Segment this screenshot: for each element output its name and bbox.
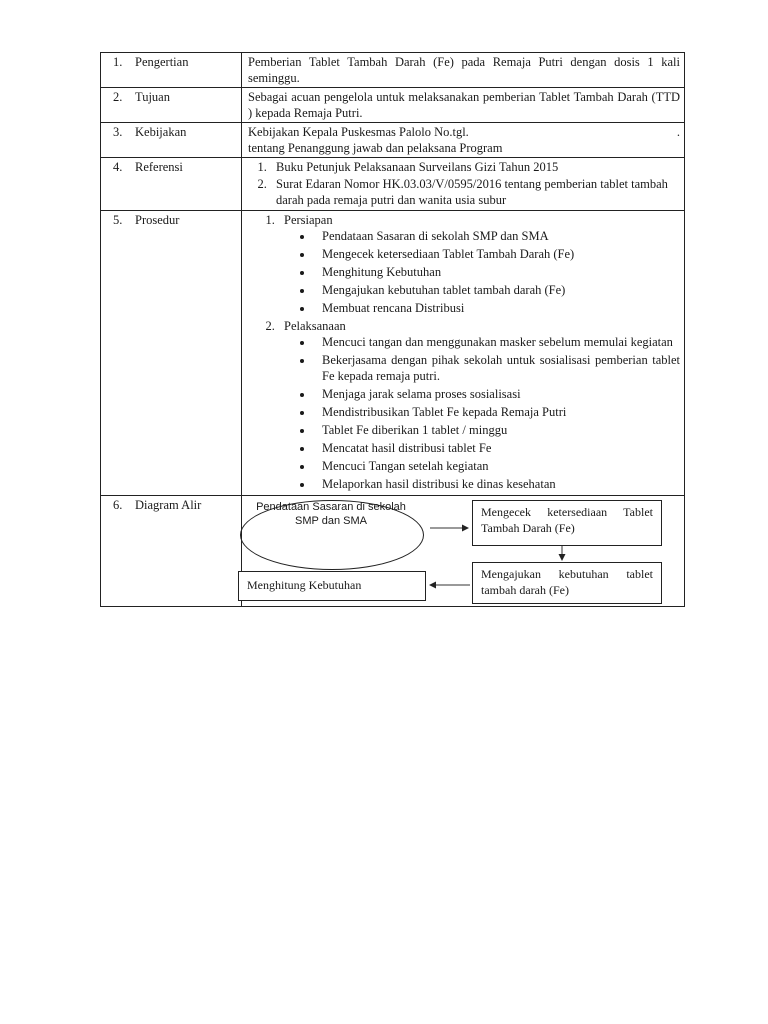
- bullet-item: • Melaporkan hasil distribusi ke dinas kesehatan: [314, 476, 680, 492]
- reference-item: 2. Surat Edaran Nomor HK.03.03/V/0595/2016 tentang pemberian tablet tambah darah pada remaja putri dan wanita usia subur: [270, 176, 680, 208]
- row-label: Prosedur: [135, 213, 180, 227]
- row-label-cell: [101, 123, 242, 158]
- row-number: 4.: [113, 160, 123, 174]
- row-tujuan: [101, 88, 685, 123]
- kebijakan-line-2: tentang Penanggung jawab dan pelaksana Program: [248, 141, 503, 155]
- row-number: 6.: [113, 498, 123, 512]
- pengertian-text: Pemberian Tablet Tambah Darah (Fe) pada Remaja Putri dengan dosis 1 kali seminggu.: [248, 55, 680, 85]
- row-label: Diagram Alir: [135, 498, 202, 512]
- procedure-step-pelaksanaan: [278, 318, 680, 492]
- row-label-cell: [101, 211, 242, 496]
- row-content-cell: [242, 123, 685, 158]
- row-referensi: [101, 158, 685, 211]
- flow-check-box: Mengecek ketersediaan Tablet Tambah Darah (Fe): [472, 500, 662, 546]
- bullet-list: [284, 228, 680, 316]
- row-number: 5.: [113, 213, 123, 227]
- row-content-cell: [242, 158, 685, 211]
- kebijakan-mark: .: [676, 125, 680, 139]
- bullet-item: • Menjaga jarak selama proses sosialisasi: [314, 386, 680, 402]
- reference-list: [248, 159, 680, 208]
- bullet-item: • Tablet Fe diberikan 1 tablet / minggu: [314, 422, 680, 438]
- row-label-cell: [101, 496, 242, 607]
- row-label: Pengertian: [135, 55, 189, 69]
- flow-diagram: [242, 496, 684, 606]
- row-diagram-alir: [101, 496, 685, 607]
- flow-start-label: Pendataan Sasaran di sekolah SMP dan SMA: [256, 501, 406, 527]
- step-title: Persiapan: [284, 213, 333, 227]
- row-prosedur: [101, 211, 685, 496]
- procedure-steps: [248, 212, 680, 492]
- flow-count-box: Menghitung Kebutuhan: [238, 571, 426, 601]
- row-label: Tujuan: [135, 90, 170, 104]
- bullet-item: • Mengajukan kebutuhan tablet tambah darah (Fe): [314, 282, 680, 298]
- kebijakan-line-1: Kebijakan Kepala Puskesmas Palolo No.tgl.: [248, 125, 469, 139]
- row-label-cell: [101, 53, 242, 88]
- row-number: 1.: [113, 55, 123, 69]
- step-title: Pelaksanaan: [284, 319, 346, 333]
- row-kebijakan: [101, 123, 685, 158]
- row-content-cell: [242, 496, 685, 607]
- bullet-item: • Mencuci Tangan setelah kegiatan: [314, 458, 680, 474]
- tujuan-text: Sebagai acuan pengelola untuk melaksanakan pemberian Tablet Tambah Darah (TTD ) kepada Remaja Putri.: [248, 90, 680, 120]
- row-content-cell: [242, 53, 685, 88]
- row-label-cell: [101, 158, 242, 211]
- row-content-cell: [242, 88, 685, 123]
- sop-table: [100, 52, 685, 607]
- bullet-list: [284, 334, 680, 492]
- row-label-cell: [101, 88, 242, 123]
- row-content-cell: [242, 211, 685, 496]
- bullet-item: • Mendistribusikan Tablet Fe kepada Remaja Putri: [314, 404, 680, 420]
- bullet-item: • Mencuci tangan dan menggunakan masker sebelum memulai kegiatan: [314, 334, 680, 350]
- bullet-item: • Bekerjasama dengan pihak sekolah untuk sosialisasi pemberian tablet Fe kepada remaja putri.: [314, 352, 680, 384]
- row-pengertian: [101, 53, 685, 88]
- reference-item: 1. Buku Petunjuk Pelaksanaan Surveilans Gizi Tahun 2015: [270, 159, 680, 175]
- bullet-item: • Membuat rencana Distribusi: [314, 300, 680, 316]
- row-number: 3.: [113, 125, 123, 139]
- bullet-item: • Mencatat hasil distribusi tablet Fe: [314, 440, 680, 456]
- bullet-item: • Mengecek ketersediaan Tablet Tambah Darah (Fe): [314, 246, 680, 262]
- bullet-item: • Menghitung Kebutuhan: [314, 264, 680, 280]
- procedure-step-persiapan: [278, 212, 680, 316]
- row-number: 2.: [113, 90, 123, 104]
- bullet-item: • Pendataan Sasaran di sekolah SMP dan SMA: [314, 228, 680, 244]
- row-label: Referensi: [135, 160, 183, 174]
- flow-request-box: Mengajukan kebutuhan tablet tambah darah (Fe): [472, 562, 662, 604]
- row-label: Kebijakan: [135, 125, 187, 139]
